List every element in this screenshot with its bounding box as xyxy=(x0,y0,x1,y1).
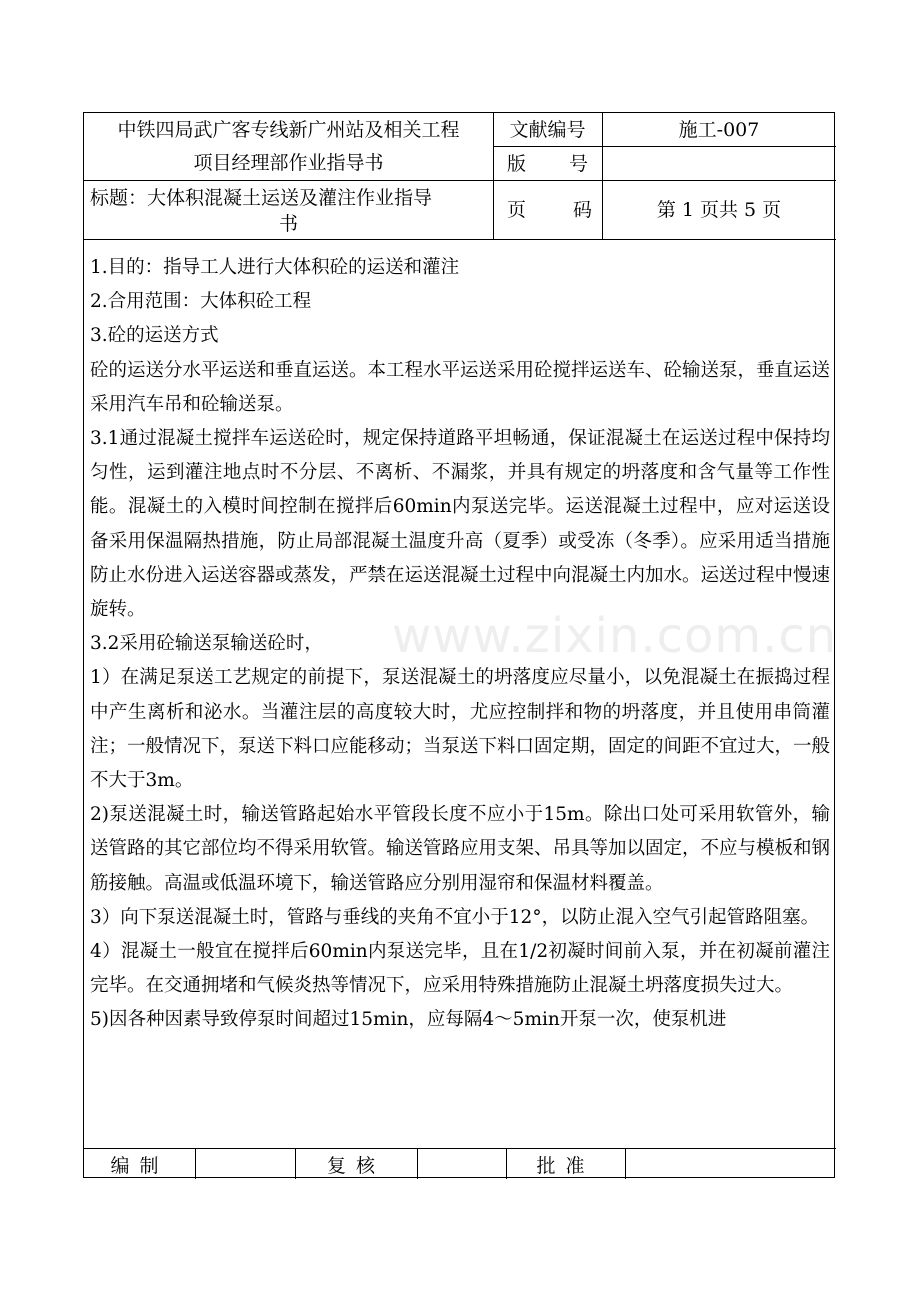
body-paragraph: 5)因各种因素导致停泵时间超过15min，应每隔4～5min开泵一次，使泵机进 xyxy=(90,1009,727,1031)
watermark: www.zixin.com.cn xyxy=(392,608,838,664)
version-label xyxy=(493,149,602,179)
title-line-1: 标题：大体积混凝土运送及灌注作业指导 xyxy=(90,187,433,209)
doc-no-value: 施工-007 xyxy=(678,119,760,141)
header-divider-right xyxy=(493,146,836,147)
page-label-a: 页 xyxy=(507,199,527,221)
reviewed-label: 复核 xyxy=(326,1154,385,1177)
title-line-2: 书 xyxy=(278,213,298,235)
version-label-a: 版 xyxy=(507,153,527,175)
page-value: 第 1 页共 5 页 xyxy=(656,199,782,221)
body-paragraph: 3.2采用砼输送泵输送砼时， xyxy=(90,633,323,655)
version-label-b: 号 xyxy=(568,153,588,175)
approved-value xyxy=(625,1149,835,1179)
reviewed-value xyxy=(417,1149,506,1179)
doc-no-label: 文献编号 xyxy=(509,119,586,141)
header-divider-bottom xyxy=(84,239,836,240)
org-name: 中铁四局武广客专线新广州站及相关工程 xyxy=(117,119,460,141)
body-paragraph: 4）混凝土一般宜在搅拌后60min内泵送完毕，且在1/2初凝时间前入泵，并在初凝前灌注完毕。在交通拥堵和气候炎热等情况下，应采用特殊措施防止混凝土坍落度损失过大。 xyxy=(90,941,830,997)
org-subtitle: 项目经理部作业指导书 xyxy=(193,152,384,174)
body-paragraph: 1.目的：指导工人进行大体积砼的运送和灌注 xyxy=(90,257,460,278)
body-paragraph: 2)泵送混凝土时，输送管路起始水平管段长度不应小于15m。除出口处可采用软管外，输送管路的其它部位均不得采用软管。输送管路应用支架、吊具等加以固定，不应与模板和钢筋接触。高温或低温环境下，输送管路应分别用湿帘和保温材料覆盖。 xyxy=(90,804,831,894)
body-paragraph: 3）向下泵送混凝土时，管路与垂线的夹角不宜小于12°，以防止混入空气引起管路阻塞。 xyxy=(90,906,820,928)
prepared-label: 编制 xyxy=(110,1154,169,1177)
body-paragraph: 砼的运送分水平运送和垂直运送。本工程水平运送采用砼搅拌运送车、砼输送泵，垂直运送采用汽车吊和砼输送泵。 xyxy=(90,359,831,415)
body-paragraph: 3.1通过混凝土搅拌车运送砼时，规定保持道路平坦畅通，保证混凝土在运送过程中保持均匀性，运到灌注地点时不分层、不离析、不漏浆，并具有规定的坍落度和含气量等工作性能。混凝土的入模时间控制在搅拌后60min内泵送完毕。运送混凝土过程中，应对运送设备采用保温隔热措施，防止局部混凝土温度升高（夏季）或受冻（冬季）。应采用适当措施防止水份进入运送容器或蒸发，严禁在运送混凝土过程中向混凝土内加水。运送过程中慢速旋转。 xyxy=(90,428,831,621)
approved-label: 批准 xyxy=(536,1154,595,1177)
document-form xyxy=(83,112,838,1178)
page-label xyxy=(493,181,602,239)
page-label-b: 码 xyxy=(572,199,592,221)
prepared-value xyxy=(195,1149,295,1179)
instruction-body xyxy=(90,251,830,1038)
version-value xyxy=(602,149,836,179)
body-paragraph: 1）在满足泵送工艺规定的前提下，泵送混凝土的坍落度应尽量小，以免混凝土在振捣过程中产生离析和泌水。当灌注层的高度较大时，尤应控制拌和物的坍落度，并且使用串筒灌注；一般情况下，泵送下料口应能移动；当泵送下料口固定期，固定的间距不宜过大，一般不大于3m。 xyxy=(90,667,831,792)
body-paragraph: 3.砼的运送方式 xyxy=(90,325,219,347)
body-paragraph: 2.合用范围：大体积砼工程 xyxy=(90,291,312,313)
